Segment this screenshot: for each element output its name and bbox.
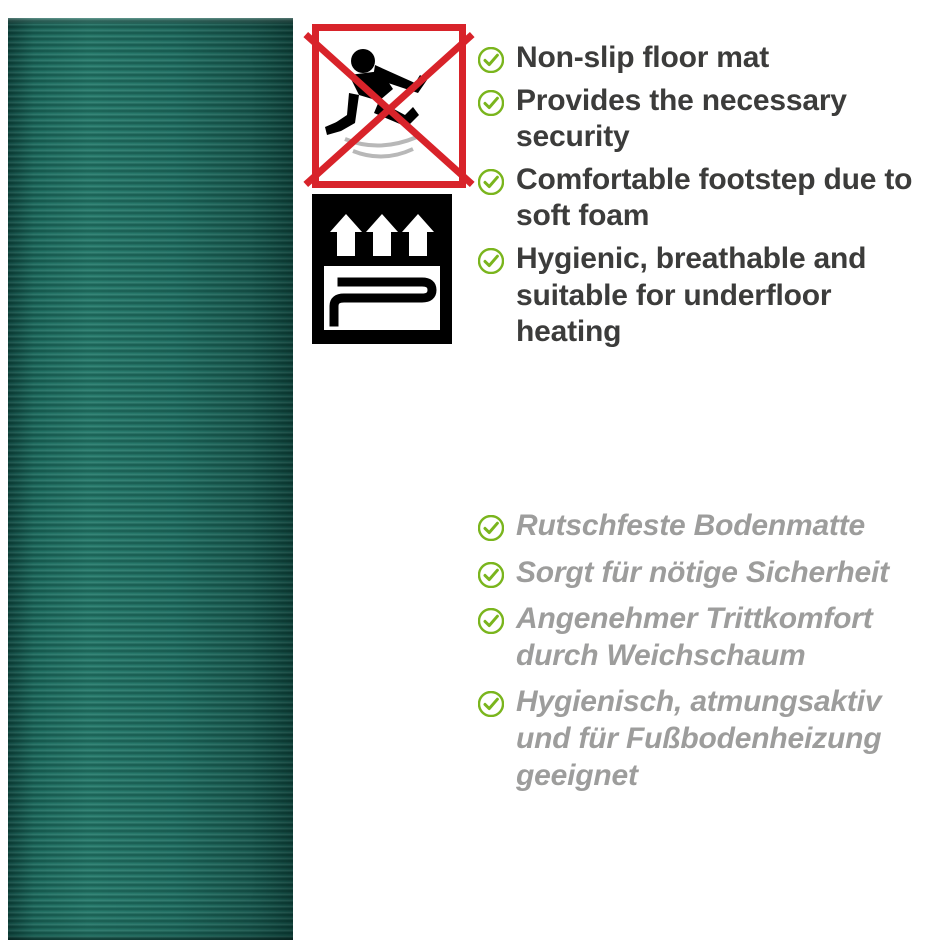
feature-list-english	[478, 40, 930, 357]
feature-text: Provides the necessary security	[516, 83, 847, 154]
anti-slip-pictogram	[312, 24, 466, 188]
list-item	[478, 40, 930, 77]
feature-text: Non-slip floor mat	[516, 41, 770, 74]
feature-text: Hygienic, breathable and suitable for underfloor heating	[516, 241, 867, 349]
check-icon	[478, 90, 504, 116]
mat-top-edge	[8, 18, 293, 24]
feature-text: Comfortable footstep due to soft foam	[516, 162, 913, 233]
list-item	[478, 601, 930, 674]
feature-text: Hygienisch, atmungsaktiv und für Fußbodenheizung geeignet	[516, 685, 882, 792]
check-icon	[478, 515, 504, 541]
product-image-mat	[8, 18, 293, 940]
list-item	[478, 555, 930, 592]
check-icon	[478, 691, 504, 717]
list-item	[478, 162, 930, 235]
check-icon	[478, 608, 504, 634]
check-icon	[478, 47, 504, 73]
mat-bottom-edge	[8, 935, 293, 940]
underfloor-heating-pictogram	[312, 194, 452, 344]
feature-text: Sorgt für nötige Sicherheit	[516, 555, 889, 589]
list-item	[478, 684, 930, 794]
list-item	[478, 241, 930, 351]
feature-text: Angenehmer Trittkomfort durch Weichschaum	[516, 602, 873, 672]
check-icon	[478, 562, 504, 588]
check-icon	[478, 248, 504, 274]
list-item	[478, 83, 930, 156]
feature-list-german	[478, 508, 930, 804]
feature-text: Rutschfeste Bodenmatte	[516, 509, 865, 542]
check-icon	[478, 169, 504, 195]
list-item	[478, 508, 930, 545]
pictogram-column	[312, 24, 452, 350]
